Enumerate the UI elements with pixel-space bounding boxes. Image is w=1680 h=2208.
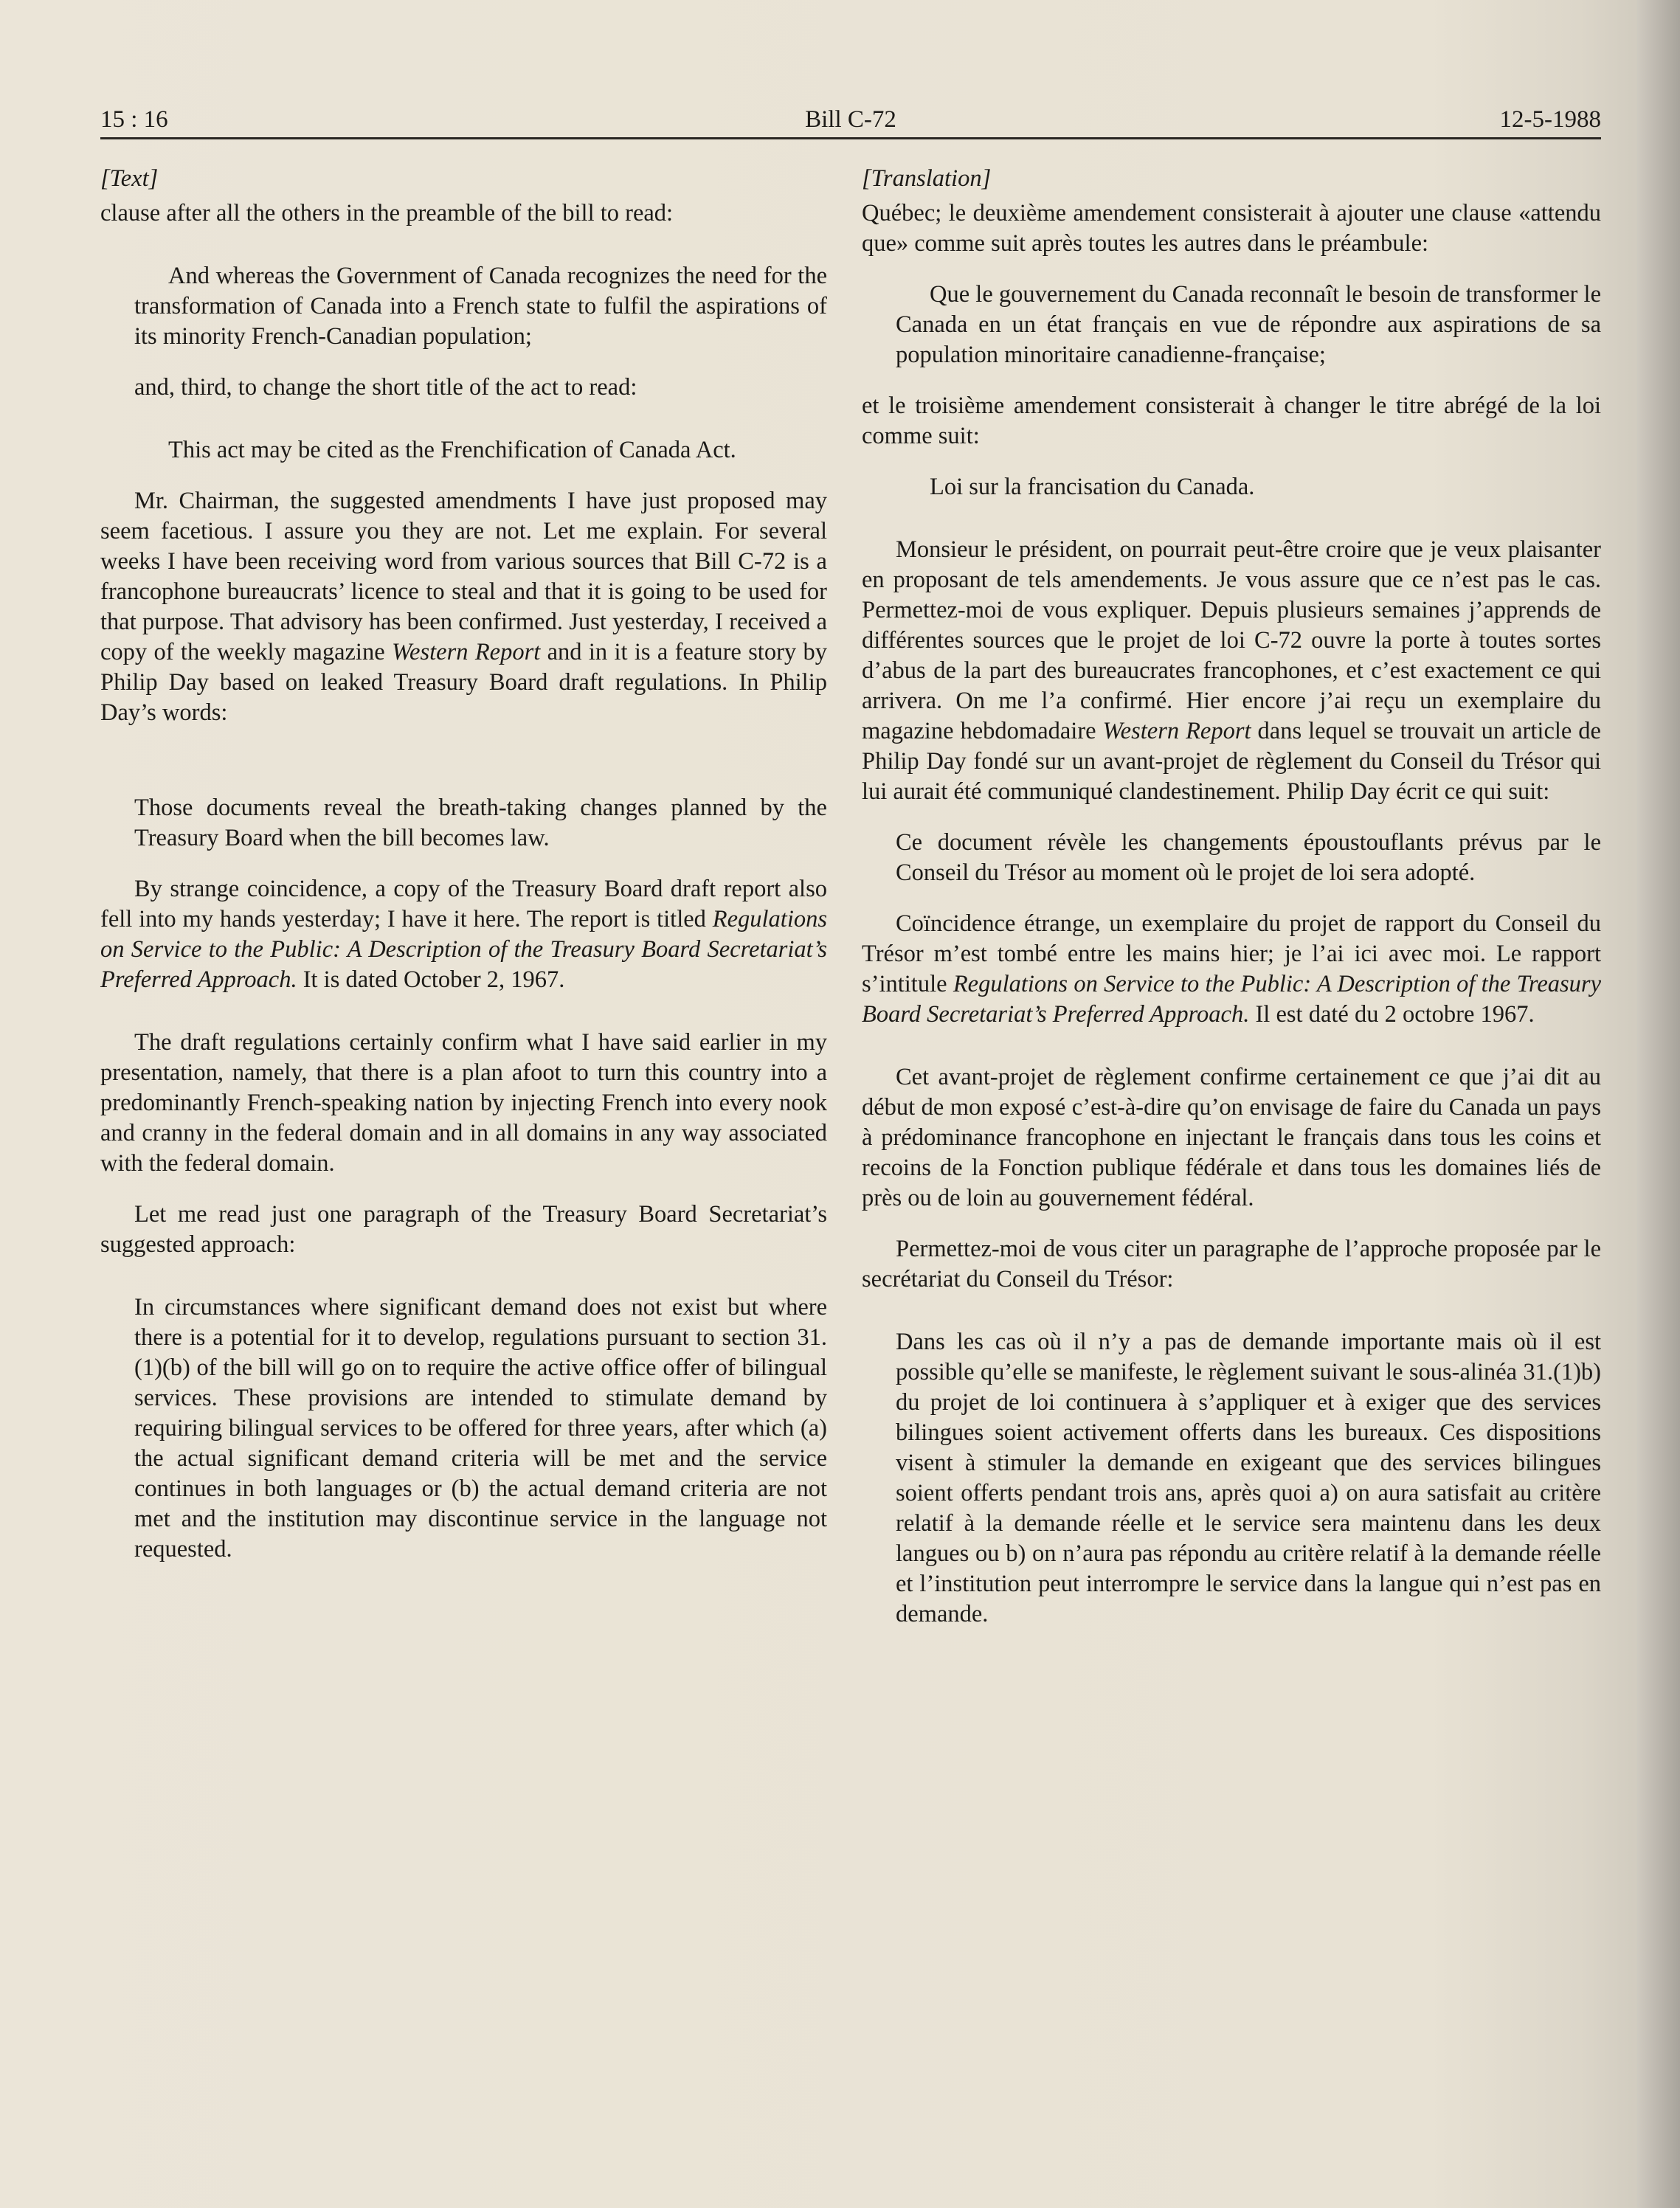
block-quote: Those documents reveal the breath-taking changes planned by the Treasury Board when the bill becomes law. (134, 795, 827, 851)
paragraph: Mr. Chairman, the suggested amendments I have just proposed may seem facetious. I assure you they are not. Let me explain. For several weeks I have been receiving word from various sources that Bill C-72 is a francophone bureaucrats’ licence to steal and that it is going to be used for that purpose. That advisory has been confirmed. Just yesterday, I received a copy of the weekly magazine Western Report and in it is a feature story by Philip Day based on leaked Treasury Board draft regulations. In Philip Day’s words: (100, 488, 827, 726)
italic-title: Regulations on Service to the Public: A Description of the Treasury Board Secretariat’s Preferred Approach. (862, 971, 1601, 1028)
paragraph: Québec; le deuxième amendement consisterait à ajouter une clause «attendu que» comme suit après toutes les autres dans le préambule: (862, 200, 1601, 257)
header-rule (100, 137, 1601, 139)
french-column (862, 164, 1601, 1630)
page-edge-shadow (1637, 0, 1680, 2208)
column-label-text: [Text] (100, 165, 159, 192)
paragraph: Coïncidence étrange, un exemplaire du projet de rapport du Conseil du Trésor m’est tombé entre les mains hier; je l’ai ici avec moi. Le rapport s’intitule Regulations on Service to the Public: A Description of the Treasury Board Secretariat’s Preferred Approach. Il est daté du 2 octobre 1967. (862, 910, 1601, 1028)
italic-title: Western Report (391, 639, 541, 665)
paragraph: and, third, to change the short title of the act to read: (134, 374, 637, 401)
block-quote: Que le gouvernement du Canada reconnaît le besoin de transformer le Canada en un état français en vue de répondre aux aspirations de sa population minoritaire canadienne-française; (896, 281, 1601, 368)
block-quote: This act may be cited as the Frenchification of Canada Act. (168, 437, 736, 463)
page-header (100, 102, 1601, 137)
english-column (100, 164, 827, 1565)
paragraph: By strange coincidence, a copy of the Treasury Board draft report also fell into my hands yesterday; I have it here. The report is titled Regulations on Service to the Public: A Description of the Treasury Board Secretariat’s Preferred Approach. It is dated October 2, 1967. (100, 876, 827, 993)
paragraph: Let me read just one paragraph of the Treasury Board Secretariat’s suggested approach: (100, 1201, 827, 1258)
paragraph: clause after all the others in the preamble of the bill to read: (100, 200, 674, 226)
paragraph: Cet avant-projet de règlement confirme certainement ce que j’ai dit au début de mon exposé c’est-à-dire qu’on envisage de faire du Canada un pays à prédominance francophone en injectant le français dans tous les coins et recoins de la Fonction publique fédérale et dans tous les domaines liés de près ou de loin au gouvernement fédéral. (862, 1064, 1601, 1211)
page-date: 12-5-1988 (1499, 106, 1601, 133)
block-quote: Ce document révèle les changements époustouflants prévus par le Conseil du Trésor au moment où le projet de loi sera adopté. (896, 829, 1601, 886)
italic-title: Regulations on Service to the Public: A Description of the Treasury Board Secretariat’s Preferred Approach. (100, 906, 827, 993)
paragraph: The draft regulations certainly confirm what I have said earlier in my presentation, namely, that there is a plan afoot to turn this country into a predominantly French-speaking nation by injecting French into every nook and cranny in the federal domain and in all domains in any way associated with the federal domain. (100, 1029, 827, 1177)
page-title: Bill C-72 (805, 106, 896, 133)
paragraph: Monsieur le président, on pourrait peut-être croire que je veux plaisanter en proposant de tels amendements. Je vous assure que ce n’est pas le cas. Permettez-moi de vous expliquer. Depuis plusieurs semaines j’apprends de différentes sources que le projet de loi C-72 ouvre la porte à toutes sortes d’abus de la part des bureaucrates francophones, et c’est exactement ce qui arrivera. On me l’a confirmé. Hier encore j’ai reçu un exemplaire du magazine hebdomadaire Western Report dans lequel se trouvait un article de Philip Day fondé sur un avant-projet de règlement du Conseil du Trésor qui lui aurait été communiqué clandestinement. Philip Day écrit ce qui suit: (862, 536, 1601, 805)
page-number: 15 : 16 (100, 106, 168, 133)
italic-title: Western Report (1102, 718, 1251, 744)
block-quote: Loi sur la francisation du Canada. (930, 474, 1255, 500)
paragraph: et le troisième amendement consisterait à changer le titre abrégé de la loi comme suit: (862, 392, 1601, 449)
column-label-translation: [Translation] (862, 165, 992, 192)
paragraph: Permettez-moi de vous citer un paragraphe de l’approche proposée par le secrétariat du Conseil du Trésor: (862, 1236, 1601, 1292)
block-quote: Dans les cas où il n’y a pas de demande importante mais où il est possible qu’elle se manifeste, le règlement suivant le sous-alinéa 31.(1)b) du projet de loi continuera à s’appliquer et à exiger que des services bilingues soient activement offerts dans les bureaux. Ces dispositions visent à stimuler la demande en exigeant que des services bilingues soient offerts pendant trois ans, après quoi a) on aura satisfait au critère relatif à la demande réelle et le service sera maintenu dans les deux langues ou b) on n’aura pas répondu au critère relatif à la demande réelle et l’institution peut interrompre le service dans la langue qui n’est pas en demande. (896, 1329, 1601, 1627)
block-quote: In circumstances where significant demand does not exist but where there is a potential for it to develop, regulations pursuant to section 31.(1)(b) of the bill will go on to require the active office offer of bilingual services. These provisions are intended to stimulate demand by requiring bilingual services to be offered for three years, after which (a) the actual significant demand criteria will be met and the service continues in both languages or (b) the actual demand criteria are not met and the institution may discontinue service in the language not requested. (134, 1294, 827, 1562)
block-quote: And whereas the Government of Canada recognizes the need for the transformation of Canada into a French state to fulfil the aspirations of its minority French-Canadian population; (134, 263, 827, 350)
